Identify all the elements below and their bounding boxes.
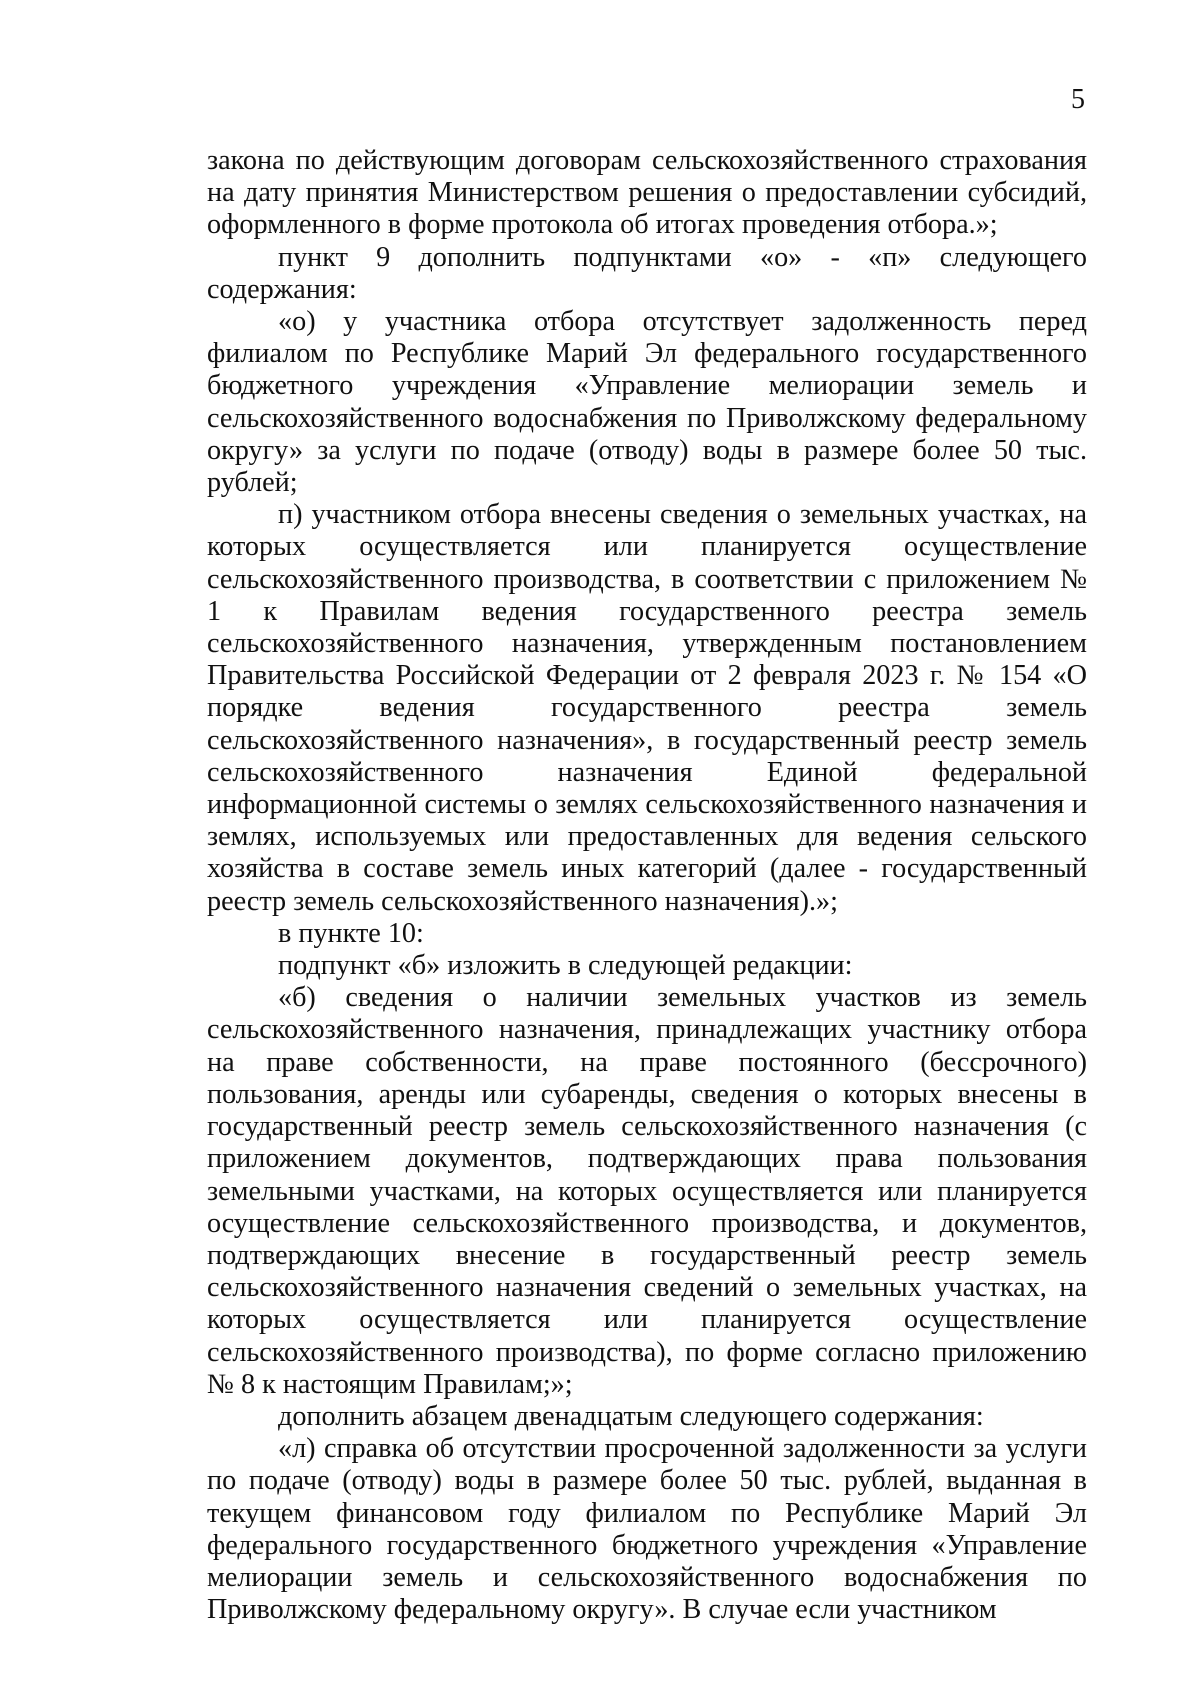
paragraph-subpoint-b: «б) сведения о наличии земельных участков из земель сельскохозяйственного назначения, принадлежащих участнику отбора на праве собственности, на праве постоянного (бессрочного) пользования, аренды или субаренды, сведения о которых внесены в государственный реестр земель сельскохозяйственного назначения (с приложением документов, подтверждающих права пользования земельными участками, на которых осуществляется или планируется осуществление сельскохозяйственного производства, и документов, подтверждающих внесение в государственный реестр земель сельскохозяйственного назначения сведений о земельных участках, на которых осуществляется или планируется осуществление сельскохозяйственного производства), по форме согласно приложению № 8 к настоящим Правилам;»; [207,982,1087,1400]
paragraph-subpoint-b-intro: подпункт «б» изложить в следующей редакции: [278,950,853,982]
paragraph-amend-point-9: пункт 9 дополнить подпунктами «о» - «п» следующего содержания: [207,241,1087,305]
paragraph-subpoint-o: «о) у участника отбора отсутствует задолженность перед филиалом по Республике Марий Эл федерального государственного бюджетного учреждения «Управление мелиорации земель и сельскохозяйственного водоснабжения по Приволжскому федеральному округу» за услуги по подаче (отводу) воды в размере более 50 тыс. рублей; [207,306,1087,499]
paragraph-continuation: закона по действующим договорам сельскохозяйственного страхования на дату принятия Министерством решения о предоставлении субсидий, оформленного в форме протокола об итогах проведения отбора.»; [207,145,1087,241]
paragraph-point-10: в пункте 10: [278,917,424,949]
paragraph-add-twelfth: дополнить абзацем двенадцатым следующего содержания: [278,1400,984,1432]
document-body [207,145,1087,1626]
paragraph-subpoint-p: п) участником отбора внесены сведения о земельных участках, на которых осуществляется или планируется осуществление сельскохозяйственного производства, в соответствии с приложением № 1 к Правилам ведения государственного реестра земель сельскохозяйственного назначения, утвержденным постановлением Правительства Российской Федерации от 2 февраля 2023 г. № 154 «О порядке ведения государственного реестра земель сельскохозяйственного назначения», в государственный реестр земель сельскохозяйственного назначения Единой федеральной информационной системы о землях сельскохозяйственного назначения и землях, используемых или предоставленных для ведения сельского хозяйства в составе земель иных категорий (далее - государственный реестр земель сельскохозяйственного назначения).»; [207,499,1087,917]
page-number: 5 [1071,84,1085,115]
paragraph-subpoint-l: «л) справка об отсутствии просроченной задолженности за услуги по подаче (отводу) воды в размере более 50 тыс. рублей, выданная в текущем финансовом году филиалом по Республике Марий Эл федерального государственного бюджетного учреждения «Управление мелиорации земель и сельскохозяйственного водоснабжения по Приволжскому федеральному округу». В случае если участником [207,1433,1087,1626]
